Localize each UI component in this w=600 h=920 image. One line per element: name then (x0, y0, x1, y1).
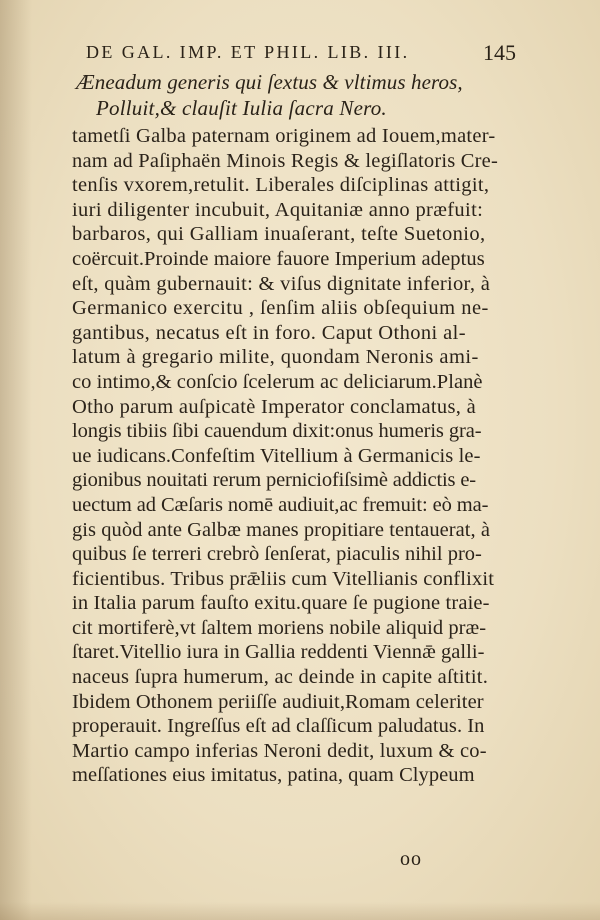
text-line: quibus ſe terreri crebrò ſenſerat, piaculis nihil pro- (72, 543, 482, 566)
text-line: barbaros, qui Galliam inuaſerant, teſte Suetonio, (72, 223, 486, 246)
text-line: iuri diligenter incubuit, Aquitaniæ anno præfuit: (72, 198, 484, 221)
text-line: tenſis vxorem,retulit. Liberales diſciplinas attigit, (72, 174, 490, 197)
verse-line: Æneadum generis qui ſextus & vltimus heros, (76, 70, 463, 94)
text-line: ſtaret.Vitellio iura in Gallia reddenti Viennǣ galli- (72, 641, 485, 664)
text-line: longis tibiis ſibi cauendum dixit:onus humeris gra- (72, 420, 482, 443)
text-line: tametſi Galba paternam originem ad Iouem,mater- (72, 125, 496, 147)
text-line: uectum ad Cæſaris nomē audiuit,ac fremuit: eò ma- (72, 493, 489, 516)
verse-line: Polluit,& clauſit Iulia ſacra Nero. (96, 96, 387, 120)
text-line: naceus ſupra humerum, ac deinde in capite aſtitit. (72, 666, 489, 689)
text-line: in Italia parum fauſto exitu.quare ſe pugione traie- (72, 592, 490, 615)
text-line: properauit. Ingreſſus eſt ad claſſicum paludatus. In (72, 715, 485, 738)
text-line: ue iudicans.Confeſtim Vitellium à Germanicis le- (72, 444, 481, 467)
catchword: oo (400, 848, 422, 870)
text-line: gis quòd ante Galbæ manes propitiare tentauerat, à (72, 518, 491, 541)
page-number: 145 (483, 40, 516, 65)
text-line: coërcuit.Proinde maiore fauore Imperium adeptus (72, 247, 485, 270)
text-line: cit mortiferè,vt ſaltem moriens nobile aliquid præ- (72, 616, 487, 639)
text-line: latum à gregario milite, quondam Neronis ami- (72, 346, 479, 369)
running-head: DE GAL. IMP. ET PHIL. LIB. III. (86, 42, 410, 62)
text-line: Germanico exercitu , ſenſim aliis obſequium ne- (72, 297, 489, 320)
text-line: gantibus, necatus eſt in foro. Caput Othoni al- (72, 321, 466, 344)
text-line: Otho parum auſpicatè Imperator conclamatus, à (72, 395, 476, 418)
text-line: nam ad Paſiphaën Minois Regis & legiſlatoris Cre- (72, 149, 498, 172)
text-line: eſt, quàm gubernauit: & viſus dignitate inferior, à (72, 272, 491, 295)
page-header (86, 42, 514, 68)
text-line: co intimo,& conſcio ſcelerum ac deliciarum.Planè (72, 370, 483, 393)
text-line: ficientibus. Tribus prǣliis cum Vitellianis conflixit (72, 567, 495, 590)
text-line: gionibus nouitati rerum perniciofiſsimè addictis e- (72, 469, 476, 492)
text-line: meſſationes eius imitatus, patina, quam Clypeum (72, 764, 475, 787)
text-line: Ibidem Othonem periiſſe audiuit,Romam celeriter (72, 690, 484, 713)
text-line: Martio campo inferias Neroni dedit, luxum & co- (72, 739, 487, 762)
body-text (72, 124, 508, 788)
